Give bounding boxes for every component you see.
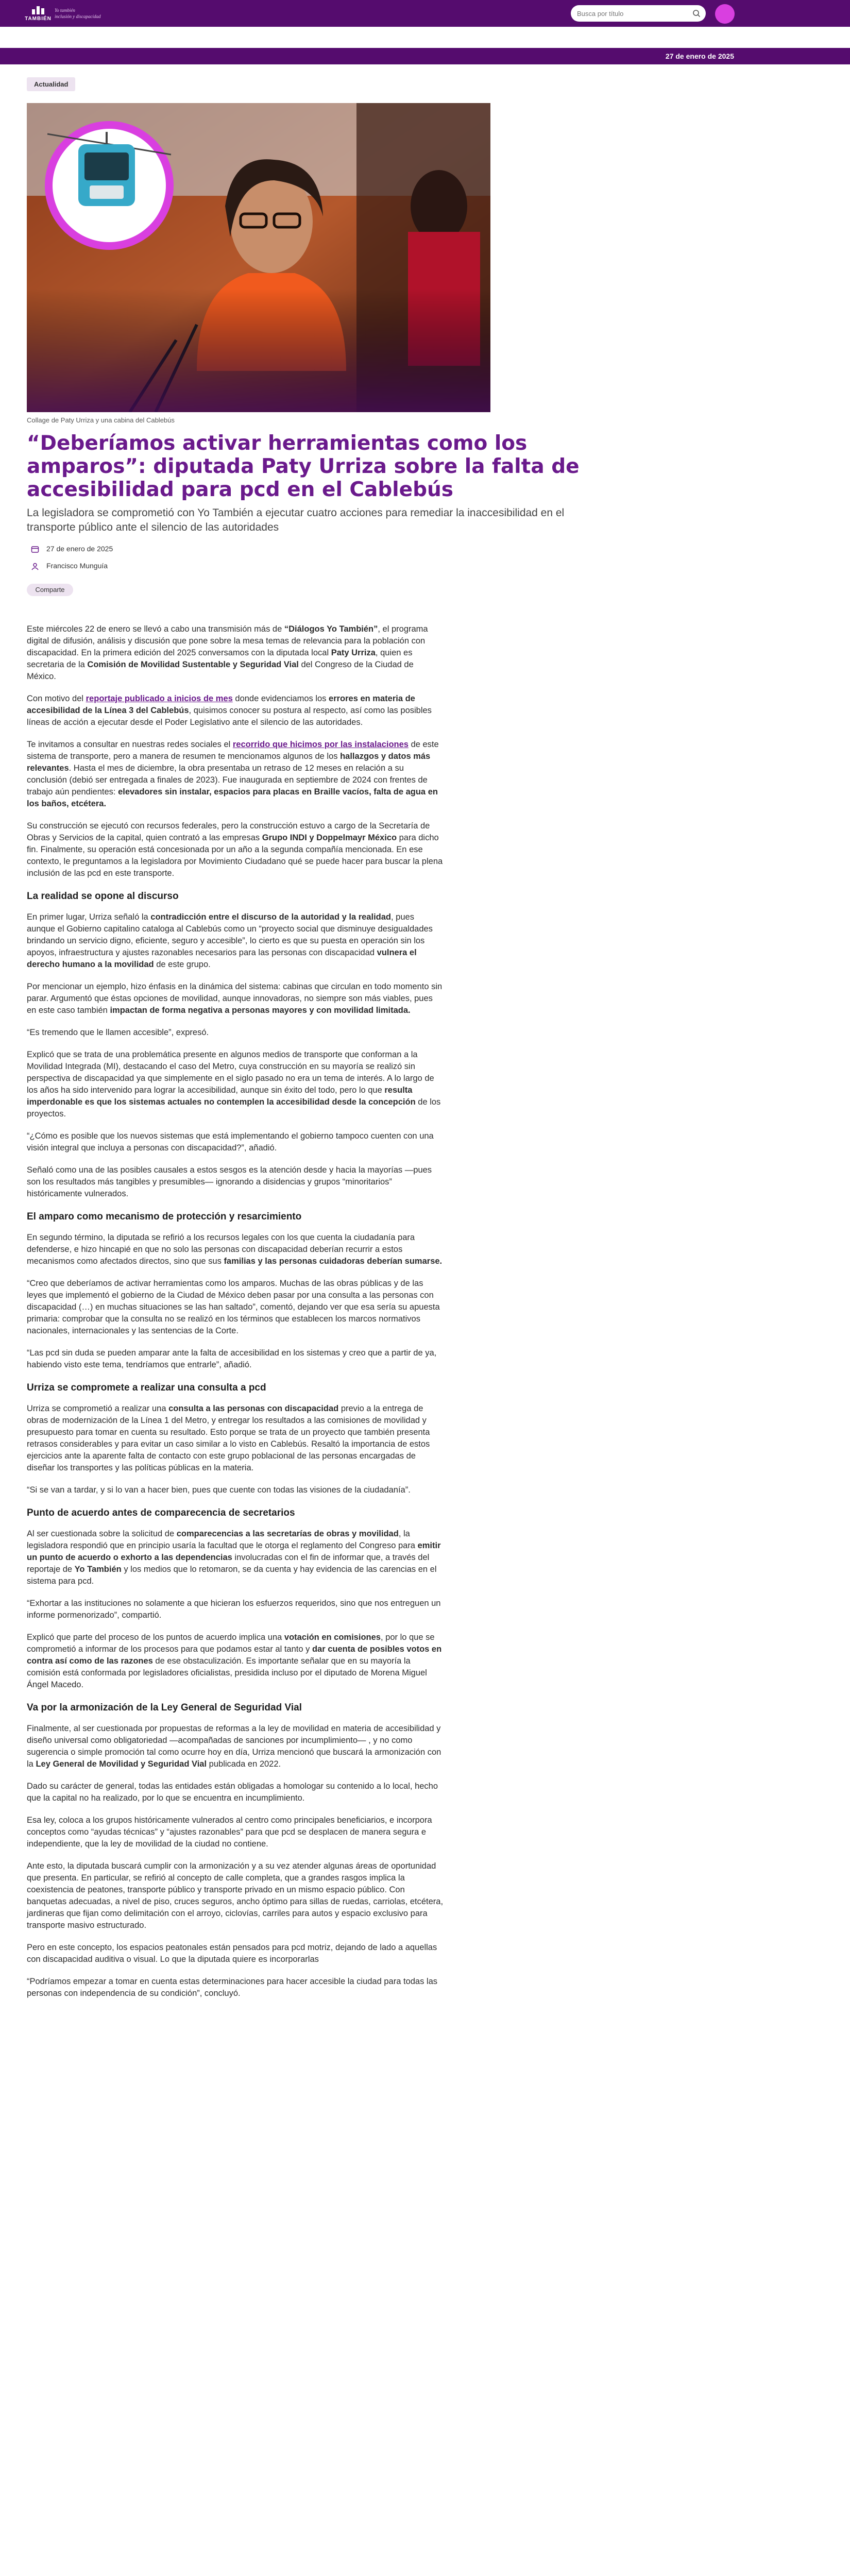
author-icon (31, 562, 39, 570)
paragraph: Te invitamos a consultar en nuestras redes sociales el recorrido que hicimos por las instalaciones de este sistema de transporte, pero a manera de resumen te mencionamos algunos de los hallazgos y datos más relevantes. Hasta el mes de diciembre, la obra presentaba un retraso de 12 meses en relación a su conclusión (debió ser entregada a finales de 2023). Fue inaugurada en septiembre de 2024 con frentes de trabajo aún pendientes: elevadores sin instalar, espacios para placas en Braille vacíos, falta de agua en los baños, etcétera. (27, 740, 439, 808)
paragraph: “Si se van a tardar, y si lo van a hacer bien, pues que cuente con todas las visiones de la ciudadanía”. (27, 1485, 411, 1495)
paragraph: “Es tremendo que le llamen accesible”, expresó. (27, 1028, 209, 1037)
user-menu-button[interactable] (715, 4, 735, 24)
paragraph: En primer lugar, Urriza señaló la contradicción entre el discurso de la autoridad y la realidad, pues aunque el Gobierno capitalino cataloga al Cablebús como un “proyecto social que disminuye desigualdades brindando un servicio digno, eficiente, seguro y accesible”, lo cierto es que su puesta en operación sin los apoyos, infraestructura y ajustes razonables necesarios para las personas con discapacidad vulnera el derecho humano a la movilidad de este grupo. (27, 912, 433, 969)
logo-tagline-2: inclusión y discapacidad (55, 14, 101, 19)
search-icon[interactable] (692, 9, 701, 18)
article-author[interactable]: Francisco Munguía (46, 562, 108, 570)
share-button[interactable]: Comparte (27, 584, 73, 596)
paragraph: “Exhortar a las instituciones no solamente a que hicieran los esfuerzos requeridos, sino que nos entreguen un informe pormenorizado”, compartió. (27, 1599, 441, 1620)
paragraph: Urriza se comprometió a realizar una consulta a las personas con discapacidad previo a la entrega de obras de modernización de la Línea 1 del Metro, y entregar los resultados a las comisiones de movilidad y presupuesto para tomar en cuenta su resultado. Esto porque se trata de un proyecto que también presenta retrasos considerables y para evitar un caso similar a lo visto en Cablebús. Resaltó la importancia de estos ejercicios ante la aparente falta de contacto con este grupo poblacional de las personas encargadas de diseñar los transportes y las políticas públicas en la materia. (27, 1404, 430, 1472)
paragraph: En segundo término, la diputada se refirió a los recursos legales con los que cuenta la ciudadanía para defenderse, e hizo hincapié en que no solo las personas con discapacidad deberían recurrir a estos mecanismos como afectados directos, sino que sus familias y las personas cuidadoras deberían sumarse. (27, 1233, 443, 1266)
section-tag[interactable]: Actualidad (27, 77, 75, 91)
paragraph: “Las pcd sin duda se pueden amparar ante la falta de accesibilidad en los sistemas y creo que a partir de ya, habiendo visto este tema, tendríamos que entrarle”, añadió. (27, 1348, 437, 1369)
hero-caption: Collage de Paty Urriza y una cabina del Cablebús (27, 416, 175, 424)
paragraph: “¿Cómo es posible que los nuevos sistemas que está implementando el gobierno tampoco cuenten con una visión integral que incluya a personas con discapacidad?”, añadió. (27, 1131, 434, 1153)
paragraph: Con motivo del reportaje publicado a inicios de mes donde evidenciamos los errores en materia de accesibilidad de la Línea 3 del Cablebús, quisimos conocer su postura al respecto, así como las posibles líneas de acción a ejecutar desde el Poder Legislativo ante el silencio de las autoridades. (27, 694, 432, 727)
paragraph: Explicó que parte del proceso de los puntos de acuerdo implica una votación en comisiones, por lo que se comprometió a informar de los procesos para que podamos estar al tanto y dar cuenta de posibles votos en contra así como de las razones de ese obstaculización. Es importante señalar que en su mayoría la comisión está conformada por legisladores oficialistas, presidida incluso por el diputado de Morena Miguel Ángel Macedo. (27, 1633, 442, 1689)
paragraph: Por mencionar un ejemplo, hizo énfasis en la dinámica del sistema: cabinas que circulan en todo momento sin parar. Argumentó que éstas opciones de movilidad, aunque innovadoras, no siempre son más viables, pues en este caso también impactan de forma negativa a personas mayores y con movilidad limitada. (27, 982, 443, 1015)
paragraph: Pero en este concepto, los espacios peatonales están pensados para pcd motriz, dejando de lado a aquellas con discapacidad auditiva o visual. Lo que la diputada quiere es incorporarlas (27, 1943, 437, 1964)
logo-word: TAMBIÉN (25, 16, 52, 22)
paragraph: Explicó que se trata de una problemática presente en algunos medios de transporte que conforman a la Movilidad Integrada (MI), destacando el caso del Metro, cuya construcción en su mayoría se realizó sin perspectiva de discapacidad ya que simplemente en el siglo pasado no era un tema de interés. A lo largo de los años ha sido intervenido para lograr la accesibilidad, aunque sin éxito del todo, pero lo que resulta imperdonable es que los sistemas actuales no contemplen la accesibilidad desde la concepción de los proyectos. (27, 1050, 441, 1118)
date-bar (0, 48, 850, 64)
logo-tagline-1: Yo también (55, 8, 75, 13)
search-box (571, 5, 706, 22)
paragraph: Dado su carácter de general, todas las entidades están obligadas a homologar su contenido a lo local, hecho que la capital no ha realizado, por lo que se encuentra en incumplimiento. (27, 1782, 438, 1803)
site-logo[interactable] (27, 3, 114, 24)
paragraph: Finalmente, al ser cuestionada por propuestas de reformas a la ley de movilidad en materia de accesibilidad y diseño universal como obligatoriedad —acompañadas de sanciones por incumplimiento— , y no como sugerencia o simple promoción tal como ocurre hoy en día, Urriza mencionó que buscará la armonización con la Ley General de Movilidad y Seguridad Vial publicada en 2022. (27, 1724, 441, 1769)
logo-mark (25, 4, 52, 23)
search-input[interactable] (577, 10, 680, 18)
paragraph: Al ser cuestionada sobre la solicitud de comparecencias a las secretarías de obras y movilidad, la legisladora respondió que en principio usaría la facultad que le otorga el reglamento del Congreso para emitir un punto de acuerdo o exhorto a las dependencias involucradas con el fin de informar que, a través del reportaje de Yo También y los medios que lo retomaron, se da cuenta y hay evidencia de las carencias en el sistema para pcd. (27, 1529, 441, 1586)
section-heading: El amparo como mecanismo de protección y resarcimiento (27, 1211, 302, 1222)
hero-collage-illustration (27, 103, 490, 412)
logo-bars-icon (32, 5, 44, 14)
current-date: 27 de enero de 2025 (665, 52, 734, 60)
tour-link[interactable]: recorrido que hicimos por las instalaciones (232, 740, 409, 749)
section-tag-wrap (27, 77, 490, 91)
report-link[interactable]: reportaje publicado a inicios de mes (86, 694, 233, 703)
article-title: “Deberíamos activar herramientas como los amparos”: diputada Paty Urriza sobre la falta de accesibilidad para pcd en el Cablebús (27, 432, 580, 501)
paragraph: “Podríamos empezar a tomar en cuenta estas determinaciones para hacer accesible la ciudad para todas las personas con independencia de su condición”, concluyó. (27, 1977, 438, 1998)
section-heading: Punto de acuerdo antes de comparecencia de secretarios (27, 1507, 295, 1518)
section-heading: Urriza se compromete a realizar una consulta a pcd (27, 1382, 266, 1393)
article-body (27, 623, 444, 2010)
paragraph: Su construcción se ejecutó con recursos federales, pero la construcción estuvo a cargo de la Secretaría de Obras y Servicios de la capital, quien contrató a las empresas Grupo INDI y Doppelmayr México para dicho fin. Finalmente, su operación está concesionada por un año a la segunda compañía mencionada. En ese contexto, le preguntamos a la legisladora por Movimiento Ciudadano qué se puede hacer para buscar la plena inclusión de las pcd en este transporte. (27, 821, 443, 878)
section-heading: Va por la armonización de la Ley General de Seguridad Vial (27, 1702, 302, 1713)
section-heading: La realidad se opone al discurso (27, 891, 179, 902)
article-date: 27 de enero de 2025 (46, 545, 113, 553)
paragraph: Esa ley, coloca a los grupos históricamente vulnerados al centro como principales beneficiarios, e incorpora conceptos como “ayudas técnicas” y “ajustes razonables” para que pcd se desplacen de manera segura e independiente, que la ley de movilidad de la ciudad no contiene. (27, 1816, 432, 1849)
paragraph: Ante esto, la diputada buscará cumplir con la armonización y a su vez atender algunas áreas de oportunidad que presenta. En particular, se refirió al concepto de calle completa, que a grandes rasgos implica la coexistencia de peatones, transporte público y transporte privado en un mismo espacio público. Con banquetas adecuadas, a nivel de piso, cruces seguros, ancho óptimo para sillas de ruedas, carriolas, etcétera, jardineras que fijan como delimitación con el arroyo, ciclovías, carriles para autos y espacio exclusivo para transporte masivo estructurado. (27, 1861, 444, 1930)
hero-image (27, 103, 490, 412)
paragraph: Este miércoles 22 de enero se llevó a cabo una transmisión más de “Diálogos Yo También”, el programa digital de difusión, análisis y discusión que pone sobre la mesa temas de relevancia para la población con discapacidad. En la primera edición del 2025 conversamos con la diputada local Paty Urriza, quien es secretaria de la Comisión de Movilidad Sustentable y Seguridad Vial del Congreso de la Ciudad de México. (27, 624, 428, 681)
calendar-icon (31, 545, 39, 553)
paragraph: “Creo que deberíamos de activar herramientas como los amparos. Muchas de las obras públicas y de las leyes que implementó el gobierno de la Ciudad de México deben pasar por una consulta a las personas con discapacidad (…) en muchas situaciones se las han saltado”, comentó, dejando ver que esa sería su apuesta primaria: comprobar que la consulta no se realizó en los términos que establecen los marcos normativos nacionales, internacionales y las sentencias de la Corte. (27, 1279, 440, 1335)
top-navigation-bar (0, 0, 850, 27)
article-subtitle: La legisladora se comprometió con Yo También a ejecutar cuatro acciones para remediar la inaccesibilidad en el transporte público ante el silencio de las autoridades (27, 507, 565, 533)
logo-tagline (55, 8, 101, 19)
paragraph: Señaló como una de las posibles causales a estos sesgos es la atención desde y hacia la mayorías —pues son los resultados más tangibles y presumibles— ignorando a disidencias y grupos “minoritarios” históricamente vulnerados. (27, 1165, 432, 1198)
